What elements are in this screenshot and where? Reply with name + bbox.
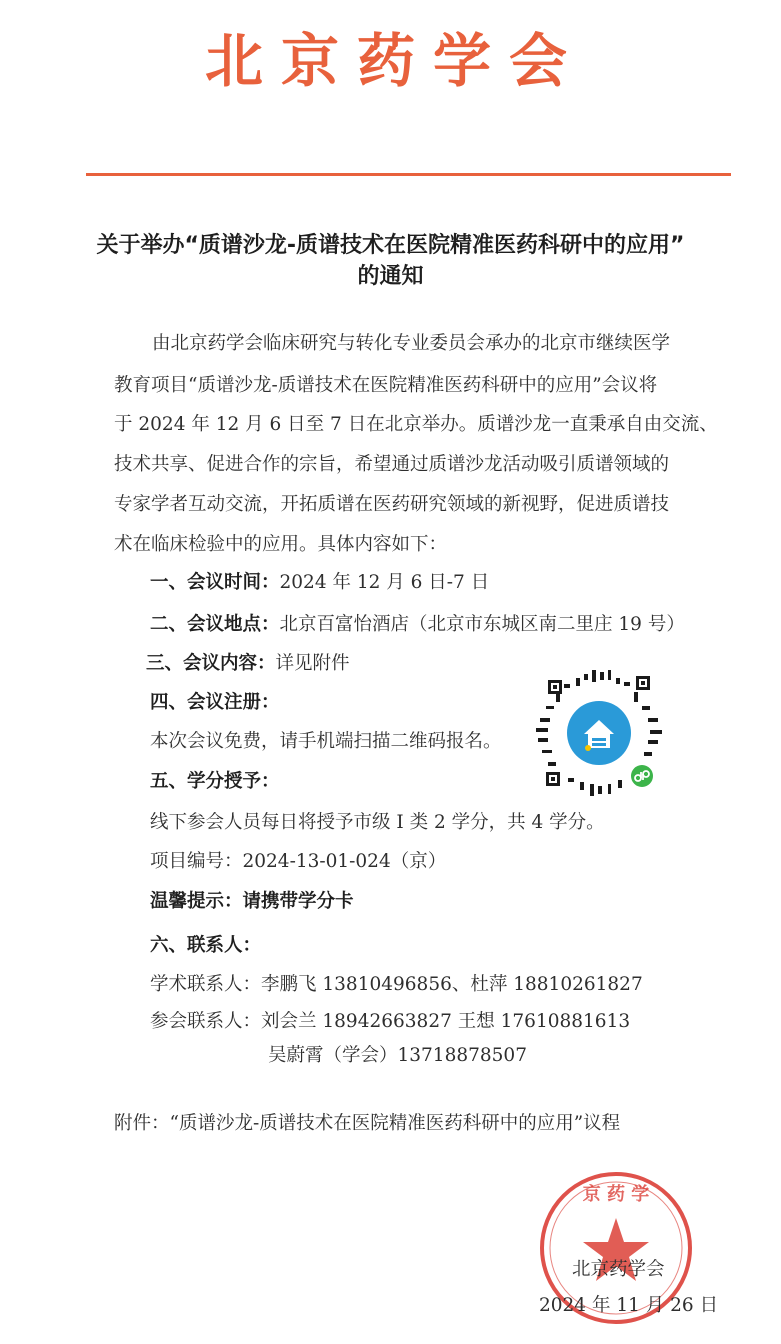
- intro-line: 技术共享、促进合作的宗旨，希望通过质谱沙龙活动吸引质谱领域的: [114, 454, 670, 475]
- intro-line: 术在临床检验中的应用。具体内容如下：: [114, 534, 448, 555]
- item-location: [150, 616, 685, 635]
- intro-line: 专家学者互动交流，开拓质谱在医药研究领域的新视野，促进质谱技: [114, 494, 670, 515]
- item-time: [150, 574, 489, 593]
- item-content: [146, 655, 350, 674]
- item-registration-label: 四、会议注册：: [150, 692, 280, 713]
- tip-label: 温馨提示：: [150, 891, 243, 912]
- project-number: 项目编号：2024-13-01-024（京）: [150, 851, 447, 872]
- contact-academic: [150, 976, 643, 995]
- contact-academic-label: 学术联系人：: [150, 974, 262, 995]
- item-location-label: 二、会议地点：: [150, 614, 280, 635]
- contact-attend-2: 吴蔚霄（学会）13718878507: [268, 1045, 527, 1066]
- item-time-label: 一、会议时间：: [150, 572, 280, 593]
- registration-qr-code[interactable]: [534, 668, 664, 798]
- contact-attend: [150, 1013, 630, 1032]
- registration-text: 本次会议免费，请手机端扫描二维码报名。: [150, 731, 502, 752]
- item-content-value: 详见附件: [275, 653, 350, 674]
- signature-date: 2024 年 11 月 26 日: [539, 1295, 719, 1316]
- intro-line: 由北京药学会临床研究与转化专业委员会承办的北京市继续医学: [152, 333, 671, 354]
- contact-attend-label: 参会联系人：: [150, 1011, 262, 1032]
- item-contacts: [150, 937, 261, 956]
- letterhead-org-name: 北京药学会: [204, 27, 585, 95]
- item-time-value: 2024 年 12 月 6 日-7 日: [279, 572, 490, 593]
- intro-line: 于 2024 年 12 月 6 日至 7 日在北京举办。质谱沙龙一直秉承自由交流、: [114, 414, 718, 435]
- credits-text: 线下参会人员每日将授予市级 I 类 2 学分，共 4 学分。: [150, 812, 605, 833]
- letterhead-divider: [86, 173, 731, 176]
- item-credits: [150, 773, 280, 792]
- contact-academic-value: 李鹏飞 13810496856、杜萍 18810261827: [261, 974, 643, 995]
- attachment-line: 附件：“质谱沙龙-质谱技术在医院精准医药科研中的应用”议程: [114, 1113, 621, 1134]
- item-location-value: 北京百富怡酒店（北京市东城区南二里庄 19 号）: [279, 614, 685, 635]
- signature-org: 北京药学会: [572, 1259, 665, 1280]
- notice-title-line2: 的通知: [357, 264, 424, 289]
- mini-program-icon: [631, 765, 653, 787]
- contact-attend-value: 刘会兰 18942663827 王想 17610881613: [261, 1011, 631, 1032]
- notice-title-line1: 关于举办“质谱沙龙-质谱技术在医院精准医药科研中的应用”: [96, 233, 685, 258]
- intro-line: 教育项目“质谱沙龙-质谱技术在医院精准医药科研中的应用”会议将: [114, 375, 658, 396]
- item-registration: [150, 694, 280, 713]
- seal-text: 京 药 学: [582, 1184, 650, 1205]
- tip-value: 请携带学分卡: [242, 891, 354, 912]
- item-content-label: 三、会议内容：: [146, 653, 276, 674]
- item-credits-label: 五、学分授予：: [150, 771, 280, 792]
- item-tip: [150, 893, 354, 912]
- item-contacts-label: 六、联系人：: [150, 935, 262, 956]
